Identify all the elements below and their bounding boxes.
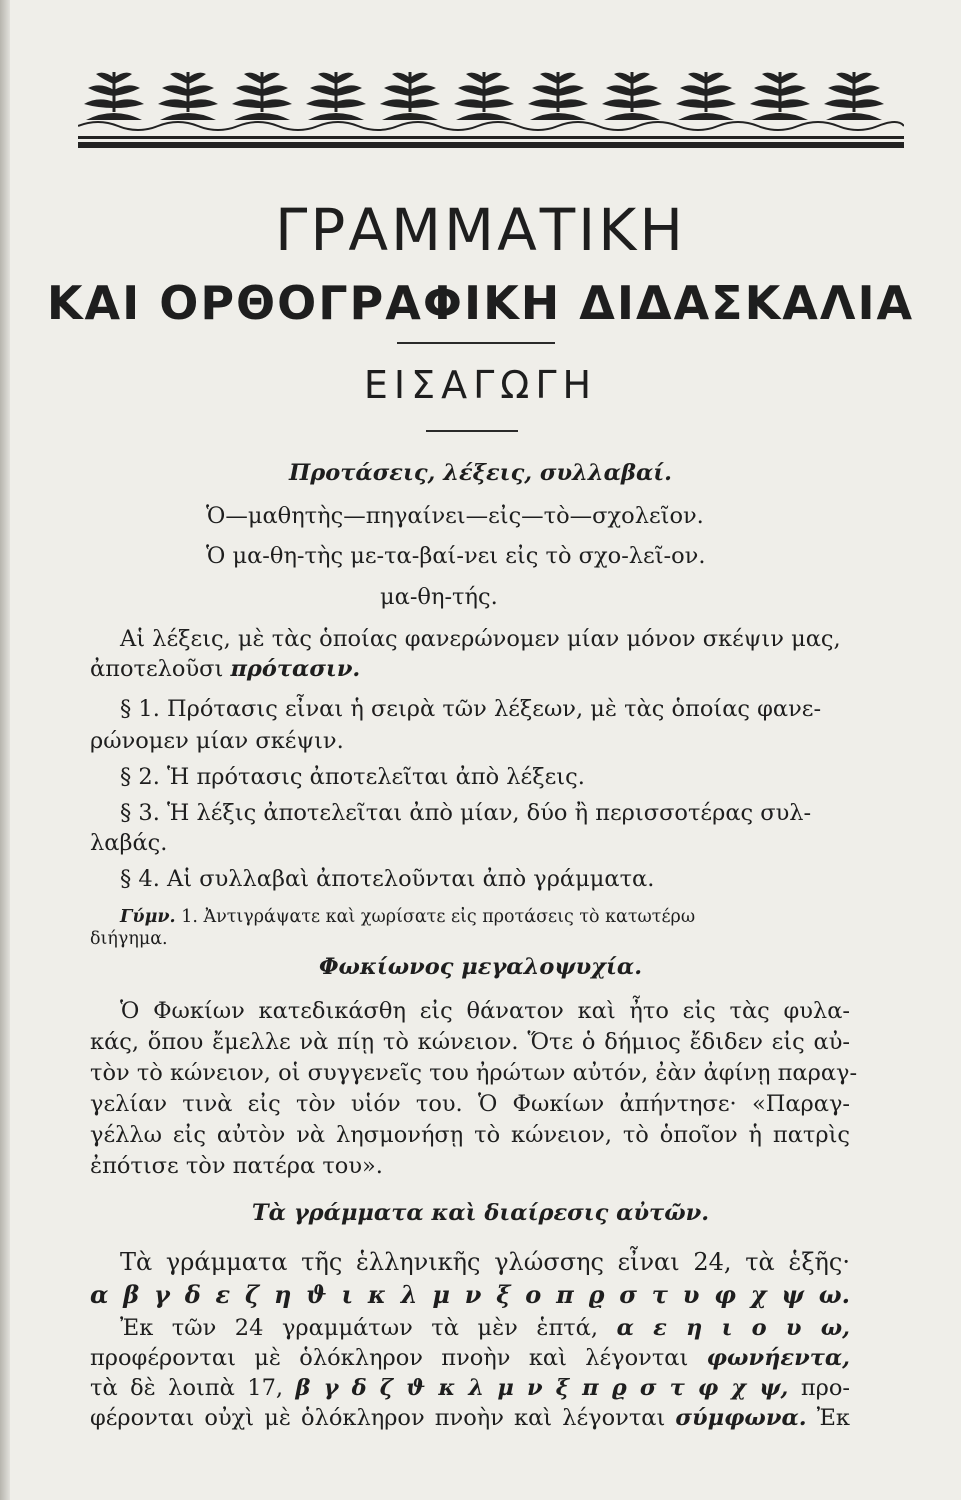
exercise-line-2: διήγημα. [90,929,168,949]
floral-ornament-band [78,62,904,152]
intro-term: πρότασιν. [230,656,361,682]
title-divider [397,342,555,344]
letters-line-6 [90,1403,850,1433]
letters-line-1: Τὰ γράμματα τῆς ἑλληνικῆς γλώσσης εἶναι 24, τὰ ἑξῆς· [120,1248,850,1276]
intro-text: ἀποτελοῦσι [90,656,231,682]
exercise-text: 1. Ἀντιγράψατε καὶ χωρίσατε εἰς προτάσεις τὸ κατωτέρω [175,907,696,927]
rule-2: § 2. Ἡ πρότασις ἀποτελεῖται ἀπὸ λέξεις. [120,764,585,790]
vowels-description: προφέρονται μὲ ὁλόκληρον πνοὴν καὶ λέγονται [90,1345,707,1371]
rule-1-line-1: § 1. Πρότασις εἶναι ἡ σειρὰ τῶν λέξεων, μὲ τὰς ὁποίας φανε- [120,696,822,722]
book-title: ΓΡΑΜΜΑΤΙΚΗ [275,196,686,264]
story-title: Φωκίωνος μεγαλοψυχία. [318,954,643,980]
book-subtitle: ΚΑΙ ΟΡΘΟΓΡΑΦΙΚΗ ΔΙΔΑΣΚΑΛΙΑ [46,276,915,330]
example-line-3: μα-θη-τής. [380,584,498,610]
story-line-1: Ὁ Φωκίων κατεδικάσθη εἰς θάνατον καὶ ἦτο εἰς τὰς φυλα- [120,998,850,1024]
rule-3-line-1: § 3. Ἡ λέξις ἀποτελεῖται ἀπὸ μίαν, δύο ἢ περισσοτέρας συλ- [120,800,812,826]
section-heading: ΕΙΣΑΓΩΓΗ [363,363,598,407]
alphabet-line: α β γ δ ε ζ η ϑ ι κ λ μ ν ξ ο π ϱ σ τ υ φ χ ψ ω. [90,1280,850,1309]
story-line-4: γελίαν τινὰ εἰς τὸν υἱόν του. Ὁ Φωκίων ἀπήντησε· «Παραγ- [90,1091,850,1117]
consonants-intro: τὰ δὲ λοιπὰ 17, [90,1375,296,1401]
story-line-3: τὸν τὸ κώνειον, οἱ συγγενεῖς του ἠρώτων αὐτόν, ἐὰν ἀφίνῃ παραγ- [90,1060,858,1086]
intro-line-2 [90,654,850,684]
rule-3-line-2: λαβάς. [90,830,168,856]
section-divider [426,430,518,432]
letters-line-5 [90,1373,850,1403]
letters-heading: Τὰ γράμματα καὶ διαίρεσις αὐτῶν. [251,1200,710,1226]
story-line-2: κάς, ὅπου ἔμελλε νὰ πίῃ τὸ κώνειον. Ὅτε ὁ δήμιος ἔδιδεν εἰς αὐ- [90,1029,850,1055]
rule-1-line-2: ρώνομεν μίαν σκέψιν. [90,728,344,754]
consonants-term: σύμφωνα. [675,1405,807,1431]
rule-4: § 4. Αἱ συλλαβαὶ ἀποτελοῦνται ἀπὸ γράμματα. [120,866,655,892]
vowels-intro: Ἐκ τῶν 24 γραμμάτων τὰ μὲν ἑπτά, [120,1315,617,1341]
story-line-5: γέλλω εἰς αὐτὸν νὰ λησμονήσῃ τὸ κώνειον, τὸ ὁποῖον ἡ πατρὶς [90,1122,850,1148]
consonants-description-end: Ἐκ [806,1405,850,1431]
letters-line-4 [90,1343,850,1373]
example-line-1: Ὁ—μαθητὴς—πηγαίνει—εἰς—τὸ—σχολεῖον. [206,503,704,529]
letters-line-3 [120,1313,850,1343]
exercise-label: Γύμν. [120,907,176,927]
vowels-term: φωνήεντα, [706,1345,850,1371]
example-line-2: Ὁ μα-θη-τὴς με-τα-βαί-νει εἰς τὸ σχο-λεῖ-ον. [206,543,706,569]
ornament-graphic [78,62,904,152]
intro-line-1: Αἱ λέξεις, μὲ τὰς ὁποίας φανερώνομεν μίαν μόνον σκέψιν μας, [120,626,841,652]
vowels-list: α ε η ι ο υ ω, [616,1315,850,1341]
story-line-6: ἐπότισε τὸν πατέρα του». [90,1153,383,1179]
consonants-intro-end: προ- [788,1375,850,1401]
topic-heading: Προτάσεις, λέξεις, συλλαβαί. [289,460,672,486]
consonants-list: β γ δ ζ ϑ κ λ μ ν ξ π ϱ σ τ φ χ ψ, [295,1375,789,1401]
consonants-description: φέρονται οὐχὶ μὲ ὁλόκληρον πνοὴν καὶ λέγονται [90,1405,676,1431]
